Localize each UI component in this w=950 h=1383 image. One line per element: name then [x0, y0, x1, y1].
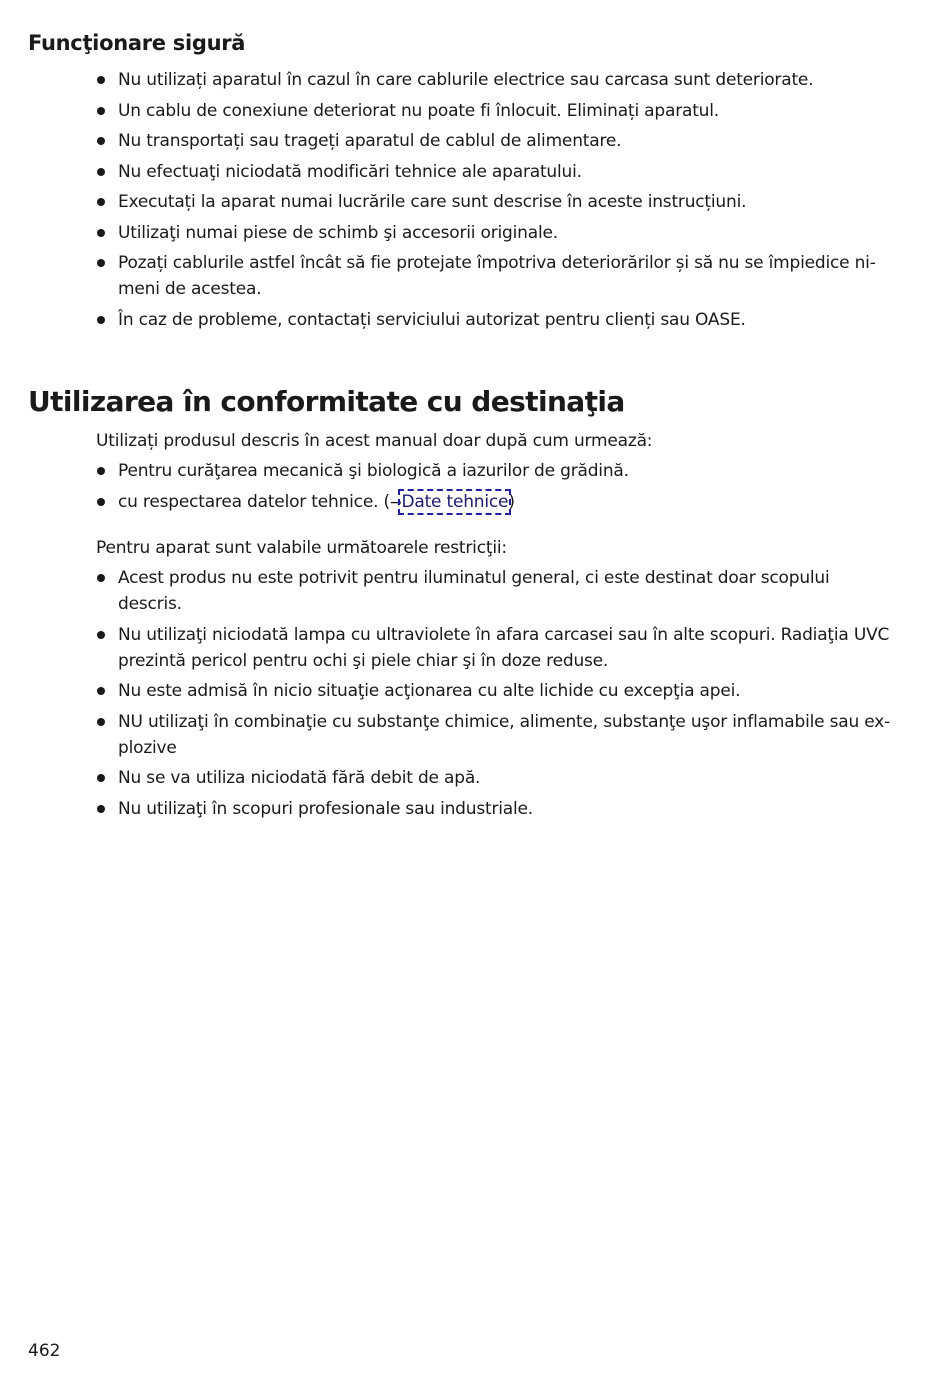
- section-heading-intended-use: Utilizarea în conformitate cu destinaţia: [28, 385, 625, 418]
- bullet-icon: [97, 498, 105, 506]
- list-item-text: NU utilizaţi în combinaţie cu substanţe chimice, alimente, substanţe uşor inflamabile sau ex-plozive: [118, 711, 890, 758]
- list-item-text: În caz de probleme, contactați serviciului autorizat pentru clienți sau OASE.: [118, 309, 746, 330]
- list-item: [96, 128, 896, 154]
- intended-use-list: [96, 458, 896, 520]
- bullet-icon: [97, 467, 105, 475]
- bullet-icon: [97, 718, 105, 726]
- list-item: [96, 307, 896, 333]
- list-item-text: Pentru curăţarea mecanică şi biologică a iazurilor de grădină.: [118, 461, 629, 481]
- list-item-text: Nu este admisă în nicio situaţie acţionarea cu alte lichide cu excepţia apei.: [118, 681, 741, 701]
- list-item-text: Executați la aparat numai lucrările care sunt descrise în aceste instrucțiuni.: [118, 192, 747, 212]
- list-item: [96, 67, 896, 93]
- list-item-text: Nu utilizați aparatul în cazul în care cablurile electrice sau carcasa sunt deteriorate.: [118, 70, 814, 90]
- safety-list: [96, 67, 896, 337]
- bullet-icon: [97, 198, 105, 206]
- bullet-icon: [97, 229, 105, 237]
- list-item-text: Nu transportați sau trageți aparatul de cablul de alimentare.: [118, 131, 622, 151]
- list-item-text: Acest produs nu este potrivit pentru iluminatul general, ci este destinat doar scopului descris.: [118, 568, 830, 614]
- list-item: [96, 709, 896, 761]
- bullet-icon: [97, 137, 105, 145]
- list-item-text: Un cablu de conexiune deteriorat nu poate fi înlocuit. Eliminați aparatul.: [118, 100, 719, 121]
- arrow-right-icon: →: [389, 494, 402, 511]
- list-item-prefix: cu respectarea datelor tehnice. (: [118, 491, 390, 512]
- bullet-icon: [97, 805, 105, 813]
- list-item-suffix: ): [508, 491, 515, 512]
- section-heading-safe-operation: Funcţionare sigură: [28, 31, 246, 55]
- technical-data-link[interactable]: Date tehnice: [401, 491, 509, 512]
- list-item: [96, 189, 896, 215]
- bullet-icon: [97, 774, 105, 782]
- list-item-text: [118, 492, 515, 512]
- bullet-icon: [97, 687, 105, 695]
- bullet-icon: [97, 76, 105, 84]
- bullet-icon: [97, 259, 105, 267]
- list-item: [96, 98, 896, 124]
- list-item: [96, 678, 896, 704]
- list-item: [96, 622, 896, 674]
- list-item-text: Nu utilizaţi în scopuri profesionale sau industriale.: [118, 798, 533, 819]
- restrictions-list: [96, 565, 896, 826]
- list-item-text: Nu efectuaţi niciodată modificări tehnice ale aparatului.: [118, 161, 582, 182]
- bullet-icon: [97, 574, 105, 582]
- bullet-icon: [97, 631, 105, 639]
- bullet-icon: [97, 168, 105, 176]
- list-item: [96, 250, 896, 302]
- list-item-text: Utilizaţi numai piese de schimb şi accesorii originale.: [118, 222, 558, 243]
- list-item: [96, 489, 896, 516]
- bullet-icon: [97, 316, 105, 324]
- list-item: [96, 765, 896, 791]
- bullet-icon: [97, 107, 105, 115]
- list-item: [96, 565, 896, 617]
- list-item: [96, 458, 896, 484]
- list-item: [96, 796, 896, 822]
- page-number: 462: [28, 1341, 61, 1361]
- list-item-text: Pozați cablurile astfel încât să fie protejate împotriva deteriorărilor și să nu se împiedice ni-meni de acestea.: [118, 253, 876, 299]
- list-item-text: Nu utilizaţi niciodată lampa cu ultraviolete în afara carcasei sau în alte scopuri. Radiaţia UVC prezintă pericol pentru ochi şi piele chiar şi în doze reduse.: [118, 624, 890, 671]
- intended-use-intro: Utilizați produsul descris în acest manual doar după cum urmează:: [96, 431, 653, 451]
- list-item: [96, 159, 896, 185]
- list-item: [96, 220, 896, 246]
- list-item-text: Nu se va utiliza niciodată fără debit de apă.: [118, 768, 481, 788]
- restrictions-intro: Pentru aparat sunt valabile următoarele restricţii:: [96, 538, 507, 558]
